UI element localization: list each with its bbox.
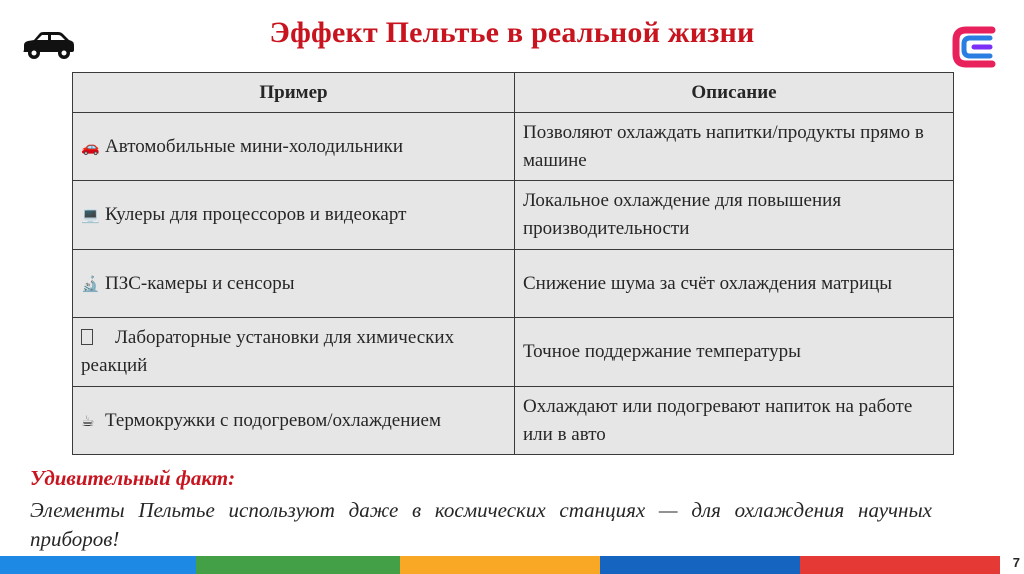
table-row [73,113,954,181]
laptop-icon: 💻 [81,206,100,224]
table-row [73,181,954,250]
description-cell: Локальное охлаждение для повышения производительности [515,181,954,250]
example-text: Лабораторные установки для химических реакций [81,327,455,376]
header-example: Пример [73,73,515,113]
table-row [73,250,954,318]
description-cell: Охлаждают или подогревают напиток на работе или в авто [515,387,954,455]
bar-segment [400,556,600,574]
car-icon: 🚗 [81,137,100,156]
bar-segment [600,556,800,574]
example-cell [73,318,515,387]
description-cell: Снижение шума за счёт охлаждения матрицы [515,250,954,318]
example-text: Термокружки с подогревом/охлаждением [105,409,441,431]
brand-logo-icon [950,22,1000,72]
header-description: Описание [515,73,954,113]
bottom-color-bar [0,556,1024,574]
example-text: Кулеры для процессоров и видеокарт [105,204,407,225]
description-cell: Позволяют охлаждать напитки/продукты прямо в машине [515,113,954,181]
table-row [73,387,954,455]
example-cell [73,181,515,250]
fact-title: Удивительный факт: [30,466,236,490]
example-cell [73,250,515,318]
description-cell: Точное поддержание температуры [515,318,954,387]
table-header-row [73,73,954,113]
example-cell [73,113,515,181]
bar-segment [800,556,1000,574]
fact-text: Элементы Пельтье используют даже в космических станциях — для охлаждения научных приборов! [30,498,932,551]
example-text: Автомобильные мини-холодильники [105,135,404,157]
example-cell [73,387,515,455]
comparison-table [72,72,954,455]
example-text: ПЗС-камеры и сенсоры [105,272,295,294]
bar-segment [0,556,196,574]
microscope-icon: 🔬 [81,274,100,293]
missing-glyph-icon [81,329,93,345]
hot-cup-icon: ☕ [81,411,95,430]
bar-segment [196,556,400,574]
slide-title: Эффект Пельтье в реальной жизни [269,16,755,49]
table-row [73,318,954,387]
page-number: 7 [1012,555,1020,570]
